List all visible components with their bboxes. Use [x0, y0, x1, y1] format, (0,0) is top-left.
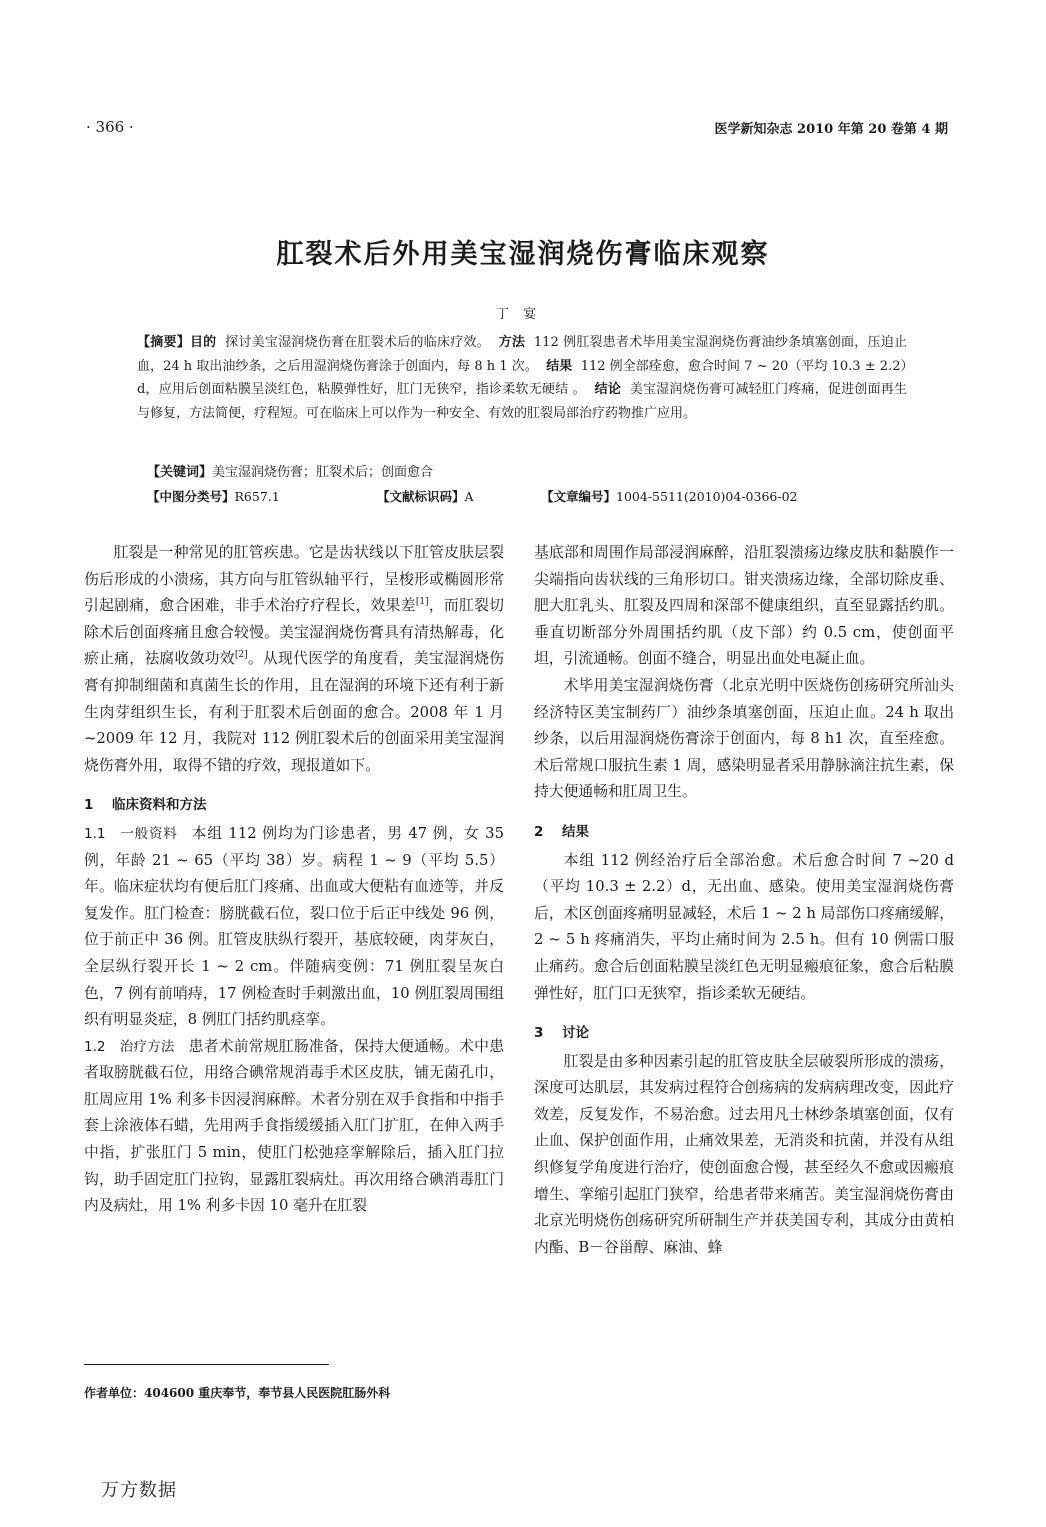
- section-2-number: 2: [534, 823, 544, 840]
- author-affiliation: 作者单位：404600 重庆奉节，奉节县人民医院肛肠外科: [84, 1386, 391, 1400]
- result-label: 结果: [546, 358, 573, 374]
- section-2-heading: [534, 819, 954, 846]
- document-code: [377, 487, 474, 505]
- reference-1: [1]: [415, 597, 429, 608]
- abstract-label: 【摘要】目的: [137, 335, 217, 350]
- results-paragraph: 本组 112 例经治疗后全部治愈。术后愈合时间 7 ~20 d（平均 10.3 ± 2.2）d，无出血、感染。使用美宝湿润烧伤膏后，术区创面疼痛明显减轻，术后 1 ~ 2 h 局部伤口疼痛缓解，2 ~ 5 h 疼痛消失，平均止痛时间为 2.5 h。但有 10 例需口服止痛药。愈合后创面粘膜呈淡红色无明显瘢痕征象，愈合后粘膜弹性好，肛门口无狭窄，指诊柔软无硬结。: [534, 851, 954, 1002]
- surgery-paragraph: 基底部和周围作局部浸润麻醉，沿肛裂溃疡边缘皮肤和黏膜作一尖端指向齿状线的三角形切口。钳夹溃疡边缘，全部切除皮垂、肥大肛乳头、肛裂及四周和深部不健康组织，直至显露括约肌。垂直切断部分外周围括约肌（皮下部）约 0.5 cm，使创面平坦，引流通畅。创面不缝合，明显出血处电凝止血。: [534, 544, 954, 668]
- doc-label: 【文献标识码】: [377, 489, 465, 504]
- section-3-heading: [534, 1020, 954, 1047]
- section-1-2-number: 1.2: [84, 1038, 106, 1055]
- postop-paragraph: 术毕用美宝湿润烧伤膏（北京光明中医烧伤创疡研究所汕头经济特区美宝制药厂）油纱条填塞创面，压迫止血。24 h 取出纱条，以后用湿润烧伤膏涂于创面内，每 8 h1 次，直至痊愈。术后常规口服抗生素 1 周，感染明显者采用静脉滴注抗生素，保持大便通畅和肛周卫生。: [534, 676, 954, 801]
- clc-value: R657.1: [234, 489, 280, 504]
- clc-label: 【中图分类号】: [147, 489, 235, 504]
- doc-value: A: [464, 489, 474, 504]
- section-1-heading: [84, 792, 504, 819]
- section-1-2: [84, 1034, 504, 1220]
- section-1-1-text: 本组 112 例均为门诊患者，男 47 例，女 35 例，年龄 21 ~ 65（平均 38）岁。病程 1 ~ 9（平均 5.5）年。临床症状均有便后肛门疼痛、出血或大便粘有血迹等，并反复发作。肛门检查：膀胱截石位，裂口位于后正中线处 96 例，位于前正中 36 例。肛管皮肤纵行裂开，基底较硬，肉芽灰白，全层纵行裂开长 1 ~ 2 cm。伴随病变例：71 例肛裂呈灰白色，7 例有前哨痔，17 例检查时手刺激出血，10 例肛裂周围组织有明显炎症，8 例肛门括约肌痉挛。: [84, 824, 504, 1029]
- section-1-1-title: 一般资料: [119, 825, 178, 842]
- clc-number: [147, 487, 280, 505]
- journal-header: 医学新知杂志 2010 年第 20 卷第 4 期: [714, 122, 948, 137]
- intro-text-a: 肛裂是一种常见的肛管疾患。它是齿状线以下肛管皮肤层裂伤后形成的小溃疡，其方向与肛管纵轴平行，呈梭形或椭圆形常引起剧痛，愈合困难，非手术治疗疗程长，效果差: [84, 544, 504, 615]
- abstract-method: 112 例肛裂患者术毕用美宝湿润烧伤膏油纱条填塞创面，压迫止血，24 h 取出油纱条，之后用湿润烧伤膏涂于创面内，每 8 h 1 次。: [137, 335, 908, 374]
- section-1-title: 临床资料和方法: [112, 797, 207, 814]
- abstract-objective: 探讨美宝湿润烧伤膏在肛裂术后的临床疗效。: [225, 335, 490, 350]
- section-1-number: 1: [84, 797, 94, 814]
- section-3-title: 讨论: [562, 1025, 589, 1042]
- reference-2: [2]: [234, 650, 248, 661]
- keywords-label: 【关键词】: [147, 465, 213, 480]
- section-1-1: [84, 821, 504, 1034]
- author-name: 丁宴: [495, 307, 550, 322]
- section-2-title: 结果: [562, 823, 589, 840]
- keywords-text: 美宝湿润烧伤膏；肛裂术后；创面愈合: [212, 465, 434, 480]
- discussion-paragraph: 肛裂是由多种因素引起的肛管皮肤全层破裂所形成的溃疡，深度可达肌层，其发病过程符合创疡病的发病病理改变，因此疗效差，反复发作，不易治愈。过去用凡士林纱条填塞创面，仅有止血、保护创面作用，止痛效果差，无消炎和抗菌，并没有从组织修复学角度进行治疗，使创面愈合慢，甚至经久不愈或因瘢痕增生、挛缩引起肛门狭窄，给患者带来痛苦。美宝湿润烧伤膏由北京光明烧伤创疡研究所研制生产并获美国专利，其成分由黄柏内酯、B－谷甾醇、麻油、蜂: [534, 1052, 954, 1256]
- section-1-2-text: 患者术前常规肛肠准备，保持大便通畅。术中患者取膀胱截石位，用络合碘常规消毒手术区皮肤，铺无菌孔巾，肛周应用 1% 利多卡因浸润麻醉。术者分别在双手食指和中指手套上涂液体石蜡，先用两手食指缓缓插入肛门扩肛，在伸入两手中指，扩张肛门 5 min，使肛门松弛痉挛解除后，插入肛门拉钩，助手固定肛门拉钩，显露肛裂病灶。再次用络合碘消毒肛门内及病灶，用 1% 利多卡因 10 毫升在肛裂: [84, 1037, 504, 1215]
- keywords: [147, 461, 433, 480]
- footnote-rule: [84, 1364, 329, 1365]
- article-number: [541, 487, 798, 505]
- left-column: [84, 540, 504, 1220]
- intro-text-c: 。从现代医学的角度看，美宝湿润烧伤膏有抑制细菌和真菌生长的作用，且在湿润的环境下还有利于新生肉芽组织生长，有利于肛裂术后创面的愈合。2008 年 1 月 ~2009 年 12 月，我院对 112 例肛裂术后的创面采用美宝湿润烧伤膏外用，取得不错的疗效，现报道如下。: [84, 650, 504, 774]
- right-column: [534, 540, 954, 1261]
- method-label: 方法: [498, 335, 526, 350]
- abstract-result: 112 例全部痊愈，愈合时间 7 ~ 20（平均 10.3 ± 2.2）d，应用后创面粘膜呈淡红色，粘膜弹性好，肛门无狭窄，指诊柔软无硬结 。: [137, 358, 908, 397]
- section-1-1-number: 1.1: [84, 825, 106, 842]
- intro-paragraph: [84, 540, 504, 779]
- article-title: 肛裂术后外用美宝湿润烧伤膏临床观察: [276, 239, 770, 270]
- abstract: [137, 331, 907, 425]
- section-1-2-title: 治疗方法: [119, 1038, 175, 1055]
- section-3-number: 3: [534, 1025, 544, 1042]
- abstract-conclusion: 美宝湿润烧伤膏可减轻肛门疼痛，促进创面再生与修复，方法简便，疗程短。可在临床上可以作为一种安全、有效的肛裂局部治疗药物推广应用。: [137, 382, 908, 421]
- page-number: · 366 ·: [86, 118, 134, 136]
- article-label: 【文章编号】: [541, 489, 617, 504]
- conclusion-label: 结论: [594, 382, 622, 397]
- article-value: 1004-5511(2010)04-0366-02: [616, 489, 798, 504]
- intro-text-b: ，而肛裂切除术后创面疼痛且愈合较慢。美宝湿润烧伤膏具有清热解毒，化瘀止痛，祛腐收敛功效: [84, 597, 504, 668]
- watermark: 万方数据: [101, 1480, 177, 1501]
